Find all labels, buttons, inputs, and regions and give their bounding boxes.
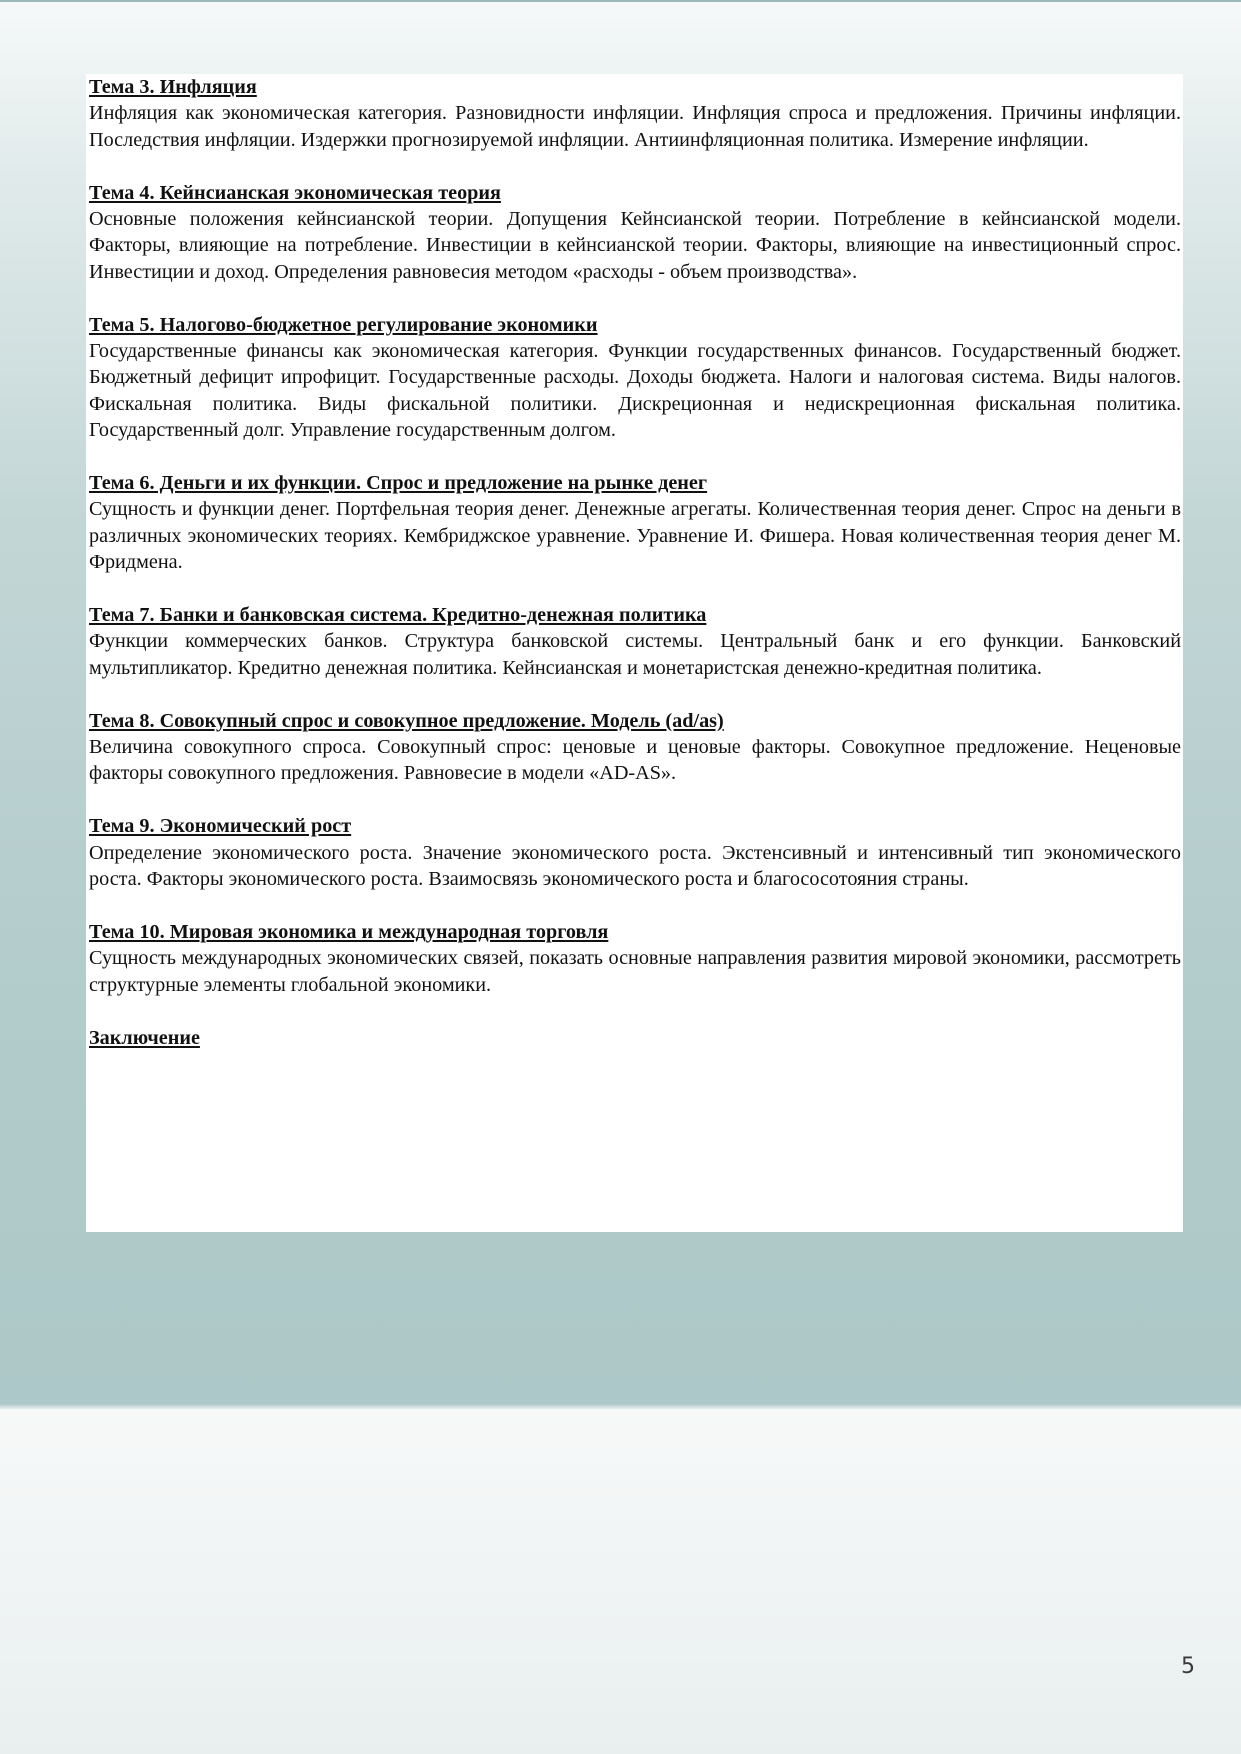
section-topic-5 [89,312,1181,444]
section-body: Основные положения кейнсианской теории. Допущения Кейнсианской теории. Потребление в кейнсианской модели. Факторы, влияющие на потребление. Инвестиции в кейнсианской теории. Факторы, влияющие на инвестиционный спрос. Инвестиции и доход. Определения равновесия методом «расходы - объем производства». [89,208,1181,283]
section-body: Государственные финансы как экономическая категория. Функции государственных финансов. Государственный бюджет. Бюджетный дефицит ипрофицит. Государственные расходы. Доходы бюджета. Налоги и налоговая система. Виды налогов. Фискальная политика. Виды фискальной политики. Дискреционная и недискреционная фискальная политика. Государственный долг. Управление государственным долгом. [89,340,1181,442]
document-content [89,74,1181,1077]
section-topic-7 [89,602,1181,681]
section-topic-8 [89,708,1181,787]
section-conclusion [89,1025,1181,1051]
section-topic-3 [89,74,1181,153]
section-topic-10 [89,919,1181,998]
top-border-line [0,0,1241,2]
section-title: Тема 6. Деньги и их функции. Спрос и предложение на рынке денег [89,472,708,495]
section-topic-9 [89,813,1181,892]
section-title: Тема 5. Налогово-бюджетное регулирование экономики [89,313,598,336]
page-number: 5 [1181,1654,1195,1679]
section-body: Инфляция как экономическая категория. Разновидности инфляции. Инфляция спроса и предложения. Причины инфляции. Последствия инфляции. Издержки прогнозируемой инфляции. Антиинфляционная политика. Измерение инфляции. [89,102,1181,151]
section-body: Определение экономического роста. Значение экономического роста. Экстенсивный и интенсивный тип экономического роста. Факторы экономического роста. Взаимосвязь экономического роста и благососотояния страны. [89,841,1181,891]
section-topic-4 [89,180,1181,286]
section-title: Заключение [89,1026,200,1049]
section-title: Тема 7. Банки и банковская система. Кредитно-денежная политика [89,604,707,627]
section-title: Тема 8. Совокупный спрос и совокупное предложение. Модель (ad/as) [89,709,724,732]
section-body: Сущность международных экономических связей, показать основные направления развития мировой экономики, рассмотреть структурные элементы глобальной экономики. [89,947,1181,996]
section-body: Сущность и функции денег. Портфельная теория денег. Денежные агрегаты. Количественная теория денег. Спрос на деньги в различных экономических теориях. Кембриджское уравнение. Уравнение И. Фишера. Новая количественная теория денег М. Фридмена. [89,498,1181,574]
section-title: Тема 3. Инфляция [89,76,257,98]
section-topic-6 [89,470,1181,576]
section-body: Функции коммерческих банков. Структура банковской системы. Центральный банк и его функции. Банковский мультипликатор. Кредитно денежная политика. Кейнсианская и монетаристская денежно-кредитная политика. [89,630,1181,679]
section-title: Тема 4. Кейнсианская экономическая теория [89,181,501,204]
section-title: Тема 10. Мировая экономика и международная торговля [89,920,609,943]
section-title: Тема 9. Экономический рост [89,815,352,838]
section-body: Величина совокупного спроса. Совокупный спрос: ценовые и ценовые факторы. Совокупное предложение. Неценовые факторы совокупного предложения. Равновесие в модели «AD-AS». [89,736,1181,785]
